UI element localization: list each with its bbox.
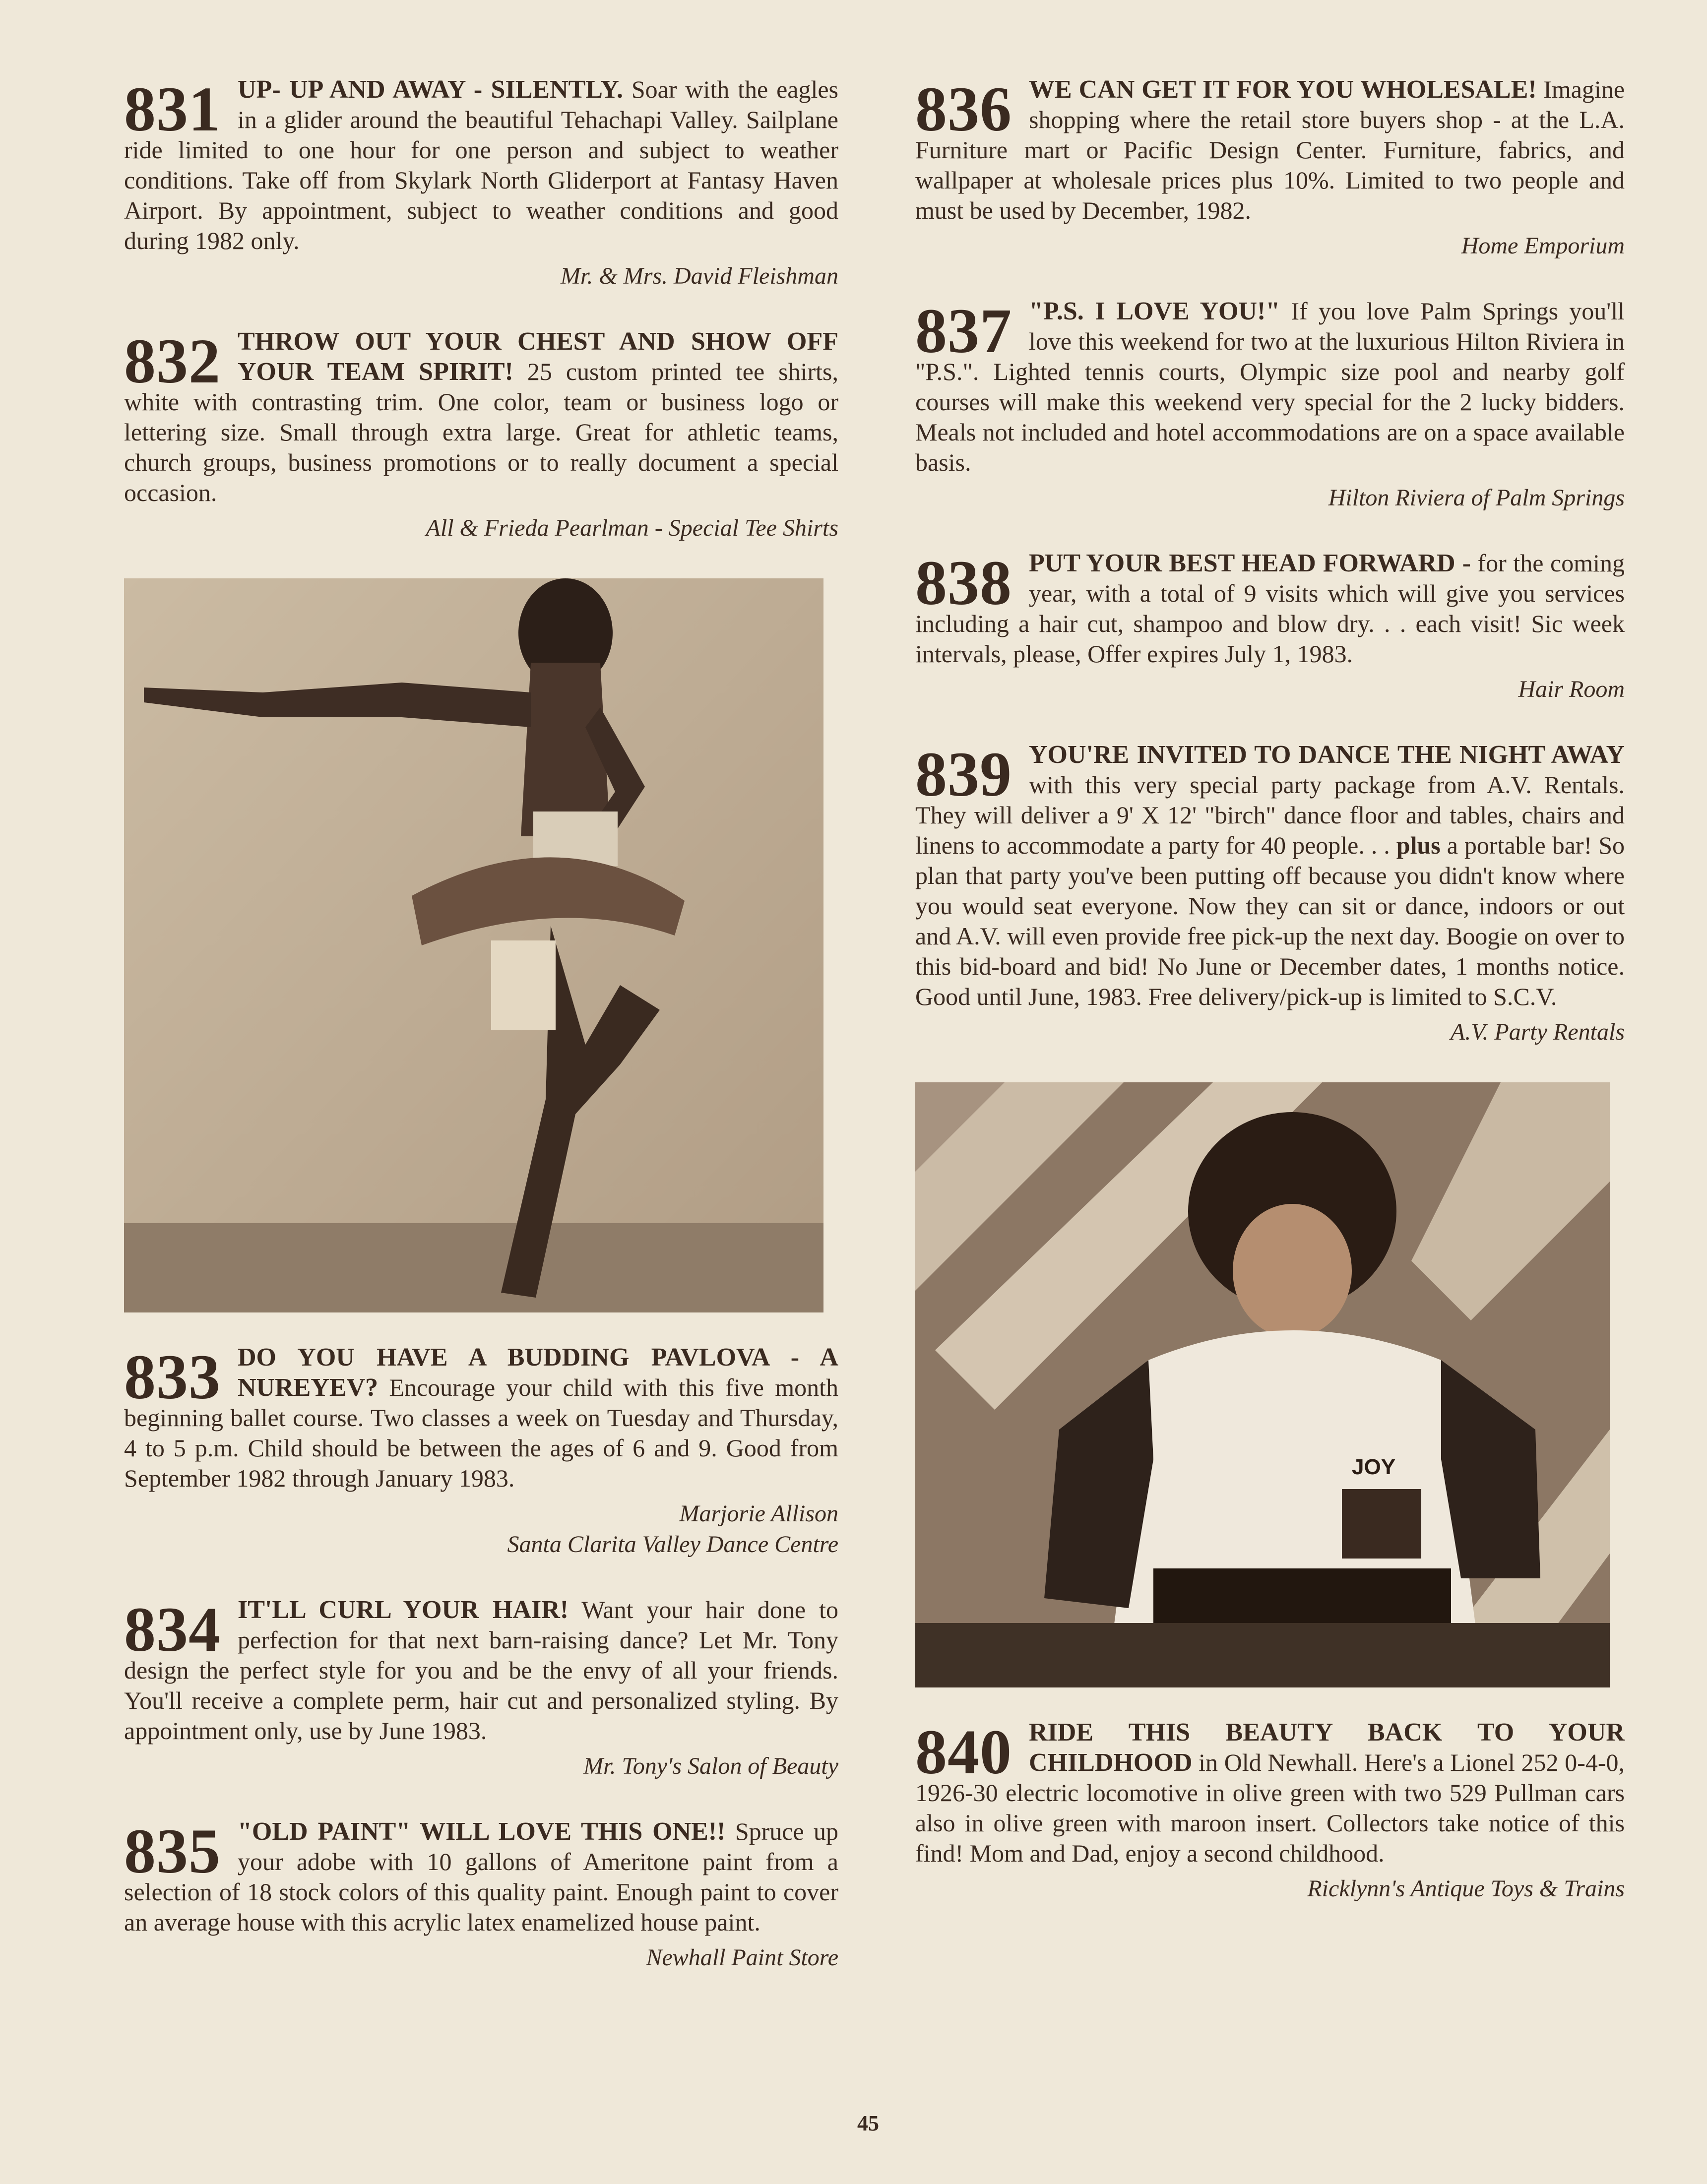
item-number: 837 bbox=[915, 296, 1012, 366]
boy-train-illustration bbox=[915, 1082, 1610, 1687]
shirt-lettering: JOY bbox=[1352, 1455, 1396, 1479]
item-837 bbox=[915, 296, 1625, 513]
item-donor: Hair Room bbox=[1518, 676, 1625, 702]
item-838 bbox=[915, 548, 1625, 705]
boy-train-photo bbox=[915, 1082, 1610, 1687]
item-heading: THROW OUT YOUR CHEST AND SHOW OFF YOUR TEAM SPIRIT! bbox=[238, 327, 838, 386]
item-835 bbox=[124, 1816, 838, 1973]
item-heading: IT'LL CURL YOUR HAIR! bbox=[238, 1596, 569, 1624]
item-833 bbox=[124, 1342, 838, 1560]
item-text: with this very special party package from A.V. Rentals. They will deliver a 9' X 12' "birch" dance floor and tables, chairs and linens to accommodate a party for 40 people. . . bbox=[915, 771, 1625, 859]
item-836 bbox=[915, 74, 1625, 261]
item-number: 836 bbox=[915, 74, 1012, 144]
item-number: 838 bbox=[915, 548, 1012, 618]
item-heading: RIDE THIS BEAUTY BACK TO YOUR CHILDHOOD bbox=[1029, 1718, 1625, 1777]
item-donor-business: Santa Clarita Valley Dance Centre bbox=[507, 1531, 838, 1558]
item-description bbox=[915, 296, 1625, 478]
item-text-emphasis: plus bbox=[1396, 831, 1441, 859]
item-heading: DO YOU HAVE A BUDDING PAVLOVA - A NUREYEV? bbox=[238, 1343, 838, 1402]
item-description bbox=[124, 1342, 838, 1494]
item-donor: Hilton Riviera of Palm Springs bbox=[1328, 485, 1625, 511]
item-831 bbox=[124, 74, 838, 292]
item-840 bbox=[915, 1717, 1625, 1904]
page-number: 45 bbox=[857, 2111, 879, 2135]
item-heading: YOU'RE INVITED TO DANCE THE NIGHT AWAY bbox=[1029, 741, 1625, 769]
item-text-continued: a portable bar! So plan that party you've been putting off because you didn't know where you would seat everyone. Now they can sit or dance, indoors or out and A.V. will even provide free pick-up the next day. Boogie on over to this bid-board and bid! No June or December dates, 1 months notice. Good until June, 1983. Free delivery/pick-up is limited to S.C.V. bbox=[915, 831, 1625, 1010]
item-heading: UP- UP AND AWAY - SILENTLY. bbox=[238, 75, 623, 104]
ballerina-illustration bbox=[124, 578, 823, 1312]
item-description bbox=[915, 1717, 1625, 1869]
item-number: 833 bbox=[124, 1342, 221, 1412]
item-text: Soar with the eagles in a glider around the beautiful Tehachapi Valley. Sailplane ride limited to one hour for one person and subject to weather conditions. Take off from Skylark North Gliderport at Fantasy Haven Airport. By appointment, subject to weather conditions and good during 1982 only. bbox=[124, 75, 838, 254]
item-number: 835 bbox=[124, 1816, 221, 1886]
ballerina-photo bbox=[124, 578, 823, 1312]
item-heading: "P.S. I LOVE YOU!" bbox=[1029, 297, 1280, 325]
item-donor: A.V. Party Rentals bbox=[1450, 1019, 1625, 1045]
item-description bbox=[124, 326, 838, 508]
item-donor: Ricklynn's Antique Toys & Trains bbox=[1307, 1875, 1625, 1902]
item-description bbox=[915, 548, 1625, 669]
item-description bbox=[124, 1595, 838, 1746]
item-text: Encourage your child with this five month beginning ballet course. Two classes a week on Tuesday and Thursday, 4 to 5 p.m. Child should be between the ages of 6 and 9. Good from September 1982 through January 1983. bbox=[124, 1373, 839, 1492]
item-heading: WE CAN GET IT FOR YOU WHOLESALE! bbox=[1029, 75, 1537, 104]
item-heading: "OLD PAINT" WILL LOVE THIS ONE!! bbox=[238, 1817, 726, 1846]
item-number: 840 bbox=[915, 1717, 1012, 1787]
item-donor: All & Frieda Pearlman - Special Tee Shirts bbox=[426, 515, 838, 541]
item-text: Want your hair done to perfection for that next barn-raising dance? Let Mr. Tony design the perfect style for you and be the envy of all your friends. You'll receive a complete perm, hair cut and personalized styling. By appointment only, use by June 1983. bbox=[124, 1596, 838, 1745]
item-834 bbox=[124, 1595, 838, 1782]
item-number: 839 bbox=[915, 739, 1012, 810]
item-number: 831 bbox=[124, 74, 221, 144]
item-donor: Marjorie Allison bbox=[679, 1500, 838, 1527]
item-number: 834 bbox=[124, 1594, 221, 1665]
item-donor: Mr. Tony's Salon of Beauty bbox=[583, 1753, 838, 1779]
item-description bbox=[124, 74, 838, 256]
item-donor: Newhall Paint Store bbox=[646, 1944, 838, 1971]
item-text: for the coming year, with a total of 9 visits which will give you services including a hair cut, shampoo and blow dry. . . each visit! Sic week intervals, please, Offer expires July 1, 1983. bbox=[915, 549, 1625, 668]
item-text: If you love Palm Springs you'll love this weekend for two at the luxurious Hilton Riviera in "P.S.". Lighted tennis courts, Olympic size pool and nearby golf courses will make this weekend very special for the 2 lucky bidders. Meals not included and hotel accommodations are on a space available basis. bbox=[915, 297, 1625, 476]
right-column bbox=[915, 74, 1625, 1939]
item-text: Imagine shopping where the retail store buyers shop - at the L.A. Furniture mart or Pacific Design Center. Furniture, fabrics, and wallpaper at wholesale prices plus 10%. Limited to two people and must be used by December, 1982. bbox=[915, 75, 1625, 224]
item-description bbox=[124, 1816, 838, 1937]
item-heading: PUT YOUR BEST HEAD FORWARD - bbox=[1029, 549, 1471, 577]
item-839 bbox=[915, 740, 1625, 1048]
item-description bbox=[915, 74, 1625, 226]
item-description bbox=[915, 740, 1625, 1012]
item-text: 25 custom printed tee shirts, white with contrasting trim. One color, team or business logo or lettering size. Small through extra large. Great for athletic teams, church groups, business promotions or to really document a special occasion. bbox=[124, 358, 839, 506]
left-column bbox=[124, 74, 838, 2008]
item-text: Spruce up your adobe with 10 gallons of Ameritone paint from a selection of 18 stock colors of this quality paint. Enough paint to cover an average house with this acrylic latex enamelized house paint. bbox=[124, 1817, 839, 1936]
item-832 bbox=[124, 326, 838, 544]
item-donor: Home Emporium bbox=[1461, 233, 1625, 259]
item-text: in Old Newhall. Here's a Lionel 252 0-4-0, 1926-30 electric locomotive in olive green with two 529 Pullman cars also in olive green with maroon insert. Collectors take notice of this find! Mom and Dad, enjoy a second childhood. bbox=[915, 1748, 1625, 1867]
item-donor: Mr. & Mrs. David Fleishman bbox=[561, 263, 838, 289]
item-number: 832 bbox=[124, 326, 221, 396]
